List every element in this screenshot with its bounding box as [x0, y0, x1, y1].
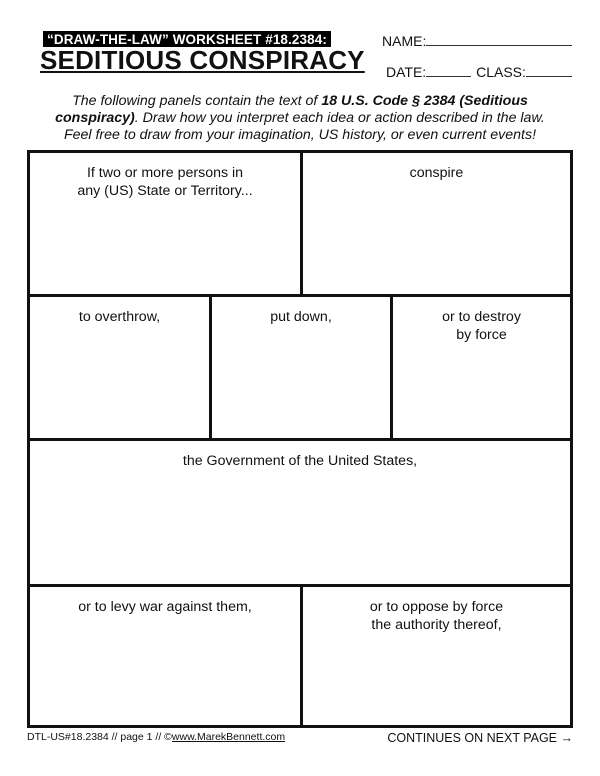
- panel-8-line-2: the authority thereof,: [371, 616, 502, 633]
- instructions-text-1: The following panels contain the text of: [72, 93, 322, 109]
- footer-id: DTL-US#18.2384 // page 1 // ©: [27, 731, 172, 743]
- panel-1-line-1: If two or more persons in: [86, 165, 244, 181]
- panel-1-line-2: any (US) State or Territory...: [77, 182, 253, 199]
- law-citation: 18 U.S. Code § 2384 (Seditious conspiracy): [55, 93, 528, 126]
- panel-7-line-1: or to levy war against them,: [78, 599, 252, 615]
- name-blank[interactable]: [426, 33, 572, 46]
- panel-2[interactable]: [303, 165, 570, 183]
- panel-2-line-1: conspire: [409, 165, 464, 181]
- panel-5-line-2: by force: [456, 326, 507, 343]
- panel-6-line-1: the Government of the United States,: [182, 453, 418, 469]
- instructions-text-2: . Draw how you interpret each idea or action described in the law. Feel free to draw from your imagination, US history, or even current events!: [63, 110, 545, 143]
- row-divider: [30, 438, 570, 441]
- panel-1[interactable]: [30, 165, 300, 200]
- class-label: CLASS:: [476, 64, 526, 80]
- name-label: NAME:: [382, 33, 427, 49]
- comic-panel-grid: [27, 150, 573, 728]
- panel-3-line-1: to overthrow,: [78, 309, 161, 325]
- panel-8[interactable]: [303, 599, 570, 634]
- author-website-link[interactable]: www.MarekBennett.com: [171, 731, 286, 743]
- panel-5-line-1: or to destroy: [442, 309, 521, 325]
- panel-6[interactable]: [30, 453, 570, 471]
- date-label: DATE:: [386, 64, 427, 80]
- panel-5[interactable]: [393, 309, 570, 344]
- footer-credit: [27, 731, 285, 743]
- panel-4[interactable]: [212, 309, 390, 327]
- class-blank[interactable]: [526, 64, 572, 77]
- panel-4-line-1: put down,: [270, 309, 332, 325]
- row-divider: [30, 294, 570, 297]
- worksheet-title: SEDITIOUS CONSPIRACY: [40, 45, 365, 75]
- instructions: [0, 93, 600, 144]
- panel-7[interactable]: [30, 599, 300, 617]
- worksheet-number-badge: “DRAW-THE-LAW” WORKSHEET #18.2384:: [43, 31, 331, 47]
- continues-next-page: CONTINUES ON NEXT PAGE →: [387, 731, 573, 745]
- name-field[interactable]: [382, 33, 572, 49]
- date-class-fields: [386, 64, 572, 80]
- panel-8-line-1: or to oppose by force: [369, 599, 504, 615]
- date-blank[interactable]: [426, 64, 471, 77]
- panel-3[interactable]: [30, 309, 209, 327]
